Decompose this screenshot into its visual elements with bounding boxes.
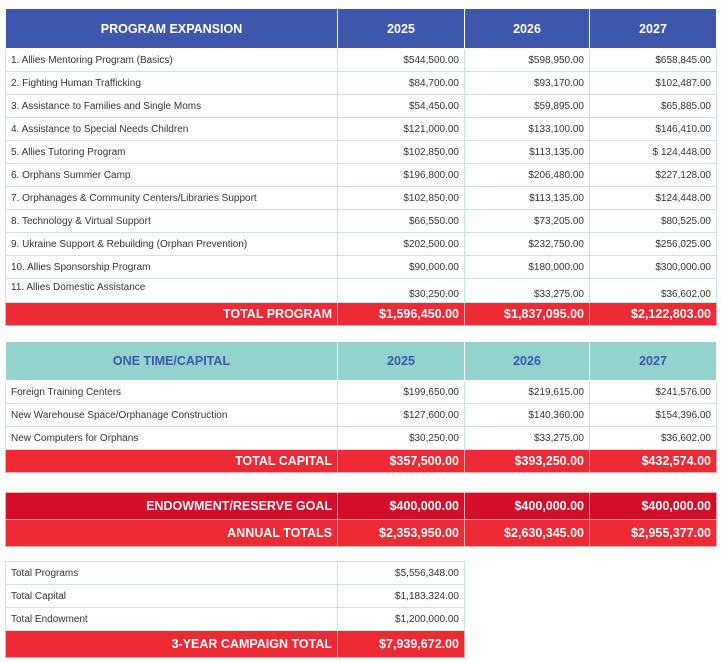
program-row-2026: $93,170.00 bbox=[465, 72, 590, 95]
capital-header-year-2: 2026 bbox=[465, 342, 590, 381]
program-row bbox=[6, 72, 717, 95]
one-time-capital-table bbox=[5, 341, 717, 473]
program-row bbox=[6, 256, 717, 279]
program-row-2027: $102,487.00 bbox=[590, 72, 717, 95]
program-row-name: 9. Ukraine Support & Rebuilding (Orphan Prevention) bbox=[6, 233, 338, 256]
annual-totals-label: ANNUAL TOTALS bbox=[6, 520, 338, 547]
capital-row-name: Foreign Training Centers bbox=[6, 381, 338, 404]
program-row-2026: $59,895.00 bbox=[465, 95, 590, 118]
summary-row-name: Total Endowment bbox=[6, 608, 338, 631]
program-row-name: 5. Allies Tutoring Program bbox=[6, 141, 338, 164]
program-row-name: 10. Allies Sponsorship Program bbox=[6, 256, 338, 279]
program-row-2026: $206,480.00 bbox=[465, 164, 590, 187]
summary-row bbox=[6, 585, 465, 608]
capital-row bbox=[6, 427, 717, 450]
capital-row-2027: $241,576.00 bbox=[590, 381, 717, 404]
program-header-title: PROGRAM EXPANSION bbox=[6, 9, 338, 49]
program-row-name: 3. Assistance to Families and Single Moms bbox=[6, 95, 338, 118]
capital-total-label: TOTAL CAPITAL bbox=[6, 450, 338, 473]
campaign-total-row bbox=[6, 631, 465, 658]
program-total-2025: $1,596,450.00 bbox=[338, 303, 465, 326]
program-row bbox=[6, 233, 717, 256]
endowment-2026: $400,000.00 bbox=[465, 493, 590, 520]
capital-header-title: ONE TIME/CAPITAL bbox=[6, 342, 338, 381]
program-row-2025: $66,550.00 bbox=[338, 210, 465, 233]
program-row-2027: $658,845.00 bbox=[590, 49, 717, 72]
program-header-year-1: 2025 bbox=[338, 9, 465, 49]
program-row-2026: $113,135.00 bbox=[465, 187, 590, 210]
capital-row bbox=[6, 404, 717, 427]
program-row-2025: $90,000.00 bbox=[338, 256, 465, 279]
campaign-summary-table bbox=[5, 561, 465, 658]
program-row-2026: $180,000.00 bbox=[465, 256, 590, 279]
capital-row-2026: $140,360.00 bbox=[465, 404, 590, 427]
summary-row bbox=[6, 608, 465, 631]
program-row-name: 6. Orphans Summer Camp bbox=[6, 164, 338, 187]
program-row-2025: $54,450.00 bbox=[338, 95, 465, 118]
annual-totals-2025: $2,353,950.00 bbox=[338, 520, 465, 547]
program-header-year-2: 2026 bbox=[465, 9, 590, 49]
program-total-2026: $1,837,095.00 bbox=[465, 303, 590, 326]
capital-row-2026: $33,275.00 bbox=[465, 427, 590, 450]
capital-row-2027: $154,396.00 bbox=[590, 404, 717, 427]
program-total-2027: $2,122,803.00 bbox=[590, 303, 717, 326]
capital-row-2025: $127,600.00 bbox=[338, 404, 465, 427]
summary-row-name: Total Capital bbox=[6, 585, 338, 608]
program-row-2027: $146,410.00 bbox=[590, 118, 717, 141]
annual-totals-2026: $2,630,345.00 bbox=[465, 520, 590, 547]
annual-totals-row bbox=[6, 520, 717, 547]
program-row bbox=[6, 210, 717, 233]
summary-row-value: $1,183,324.00 bbox=[338, 585, 465, 608]
program-row-2027: $80,525.00 bbox=[590, 210, 717, 233]
capital-row-2025: $199,650.00 bbox=[338, 381, 465, 404]
program-row-2027: $256,025.00 bbox=[590, 233, 717, 256]
campaign-total-value: $7,939,672.00 bbox=[338, 631, 465, 658]
summary-row-value: $5,556,348.00 bbox=[338, 562, 465, 585]
capital-header-year-1: 2025 bbox=[338, 342, 465, 381]
program-row-2026: $73,205.00 bbox=[465, 210, 590, 233]
endowment-row bbox=[6, 493, 717, 520]
capital-header-row bbox=[6, 342, 717, 381]
program-row-2027: $124,448.00 bbox=[590, 187, 717, 210]
endowment-2025: $400,000.00 bbox=[338, 493, 465, 520]
program-row-name: 1. Allies Mentoring Program (Basics) bbox=[6, 49, 338, 72]
program-row bbox=[6, 187, 717, 210]
program-row bbox=[6, 118, 717, 141]
summary-row-name: Total Programs bbox=[6, 562, 338, 585]
program-header-row bbox=[6, 9, 717, 49]
program-row bbox=[6, 95, 717, 118]
program-row-2025: $102,850.00 bbox=[338, 141, 465, 164]
capital-row-2025: $30,250.00 bbox=[338, 427, 465, 450]
program-row bbox=[6, 164, 717, 187]
program-row-2025: $202,500.00 bbox=[338, 233, 465, 256]
capital-row-name: New Computers for Orphans bbox=[6, 427, 338, 450]
program-header-year-3: 2027 bbox=[590, 9, 717, 49]
program-expansion-table bbox=[5, 8, 717, 326]
program-row-2025: $544,500.00 bbox=[338, 49, 465, 72]
program-row-2027: $36,602.00 bbox=[590, 279, 717, 303]
capital-row-2026: $219,615.00 bbox=[465, 381, 590, 404]
program-row-2026: $232,750.00 bbox=[465, 233, 590, 256]
program-row-2027: $ 124,448.00 bbox=[590, 141, 717, 164]
campaign-total-label: 3-YEAR CAMPAIGN TOTAL bbox=[6, 631, 338, 658]
capital-total-row bbox=[6, 450, 717, 473]
program-row bbox=[6, 141, 717, 164]
program-row-name: 7. Orphanages & Community Centers/Libraries Support bbox=[6, 187, 338, 210]
program-row-2027: $227,128.00 bbox=[590, 164, 717, 187]
endowment-2027: $400,000.00 bbox=[590, 493, 717, 520]
program-row-name: 8. Technology & Virtual Support bbox=[6, 210, 338, 233]
program-row-2027: $300,000.00 bbox=[590, 256, 717, 279]
capital-total-2027: $432,574.00 bbox=[590, 450, 717, 473]
capital-row-2027: $36,602.00 bbox=[590, 427, 717, 450]
program-row-2025: $196,800.00 bbox=[338, 164, 465, 187]
capital-total-2025: $357,500.00 bbox=[338, 450, 465, 473]
program-row-2026: $33,275.00 bbox=[465, 279, 590, 303]
program-row bbox=[6, 49, 717, 72]
program-row-name: 2. Fighting Human Trafficking bbox=[6, 72, 338, 95]
endowment-label: ENDOWMENT/RESERVE GOAL bbox=[6, 493, 338, 520]
program-row-2025: $30,250.00 bbox=[338, 279, 465, 303]
goals-table bbox=[5, 492, 717, 547]
program-row bbox=[6, 279, 717, 303]
program-total-row bbox=[6, 303, 717, 326]
capital-row-name: New Warehouse Space/Orphanage Construction bbox=[6, 404, 338, 427]
program-row-2026: $598,950.00 bbox=[465, 49, 590, 72]
program-row-2026: $113,135.00 bbox=[465, 141, 590, 164]
capital-total-2026: $393,250.00 bbox=[465, 450, 590, 473]
program-row-name: 11. Allies Domestic Assistance bbox=[6, 279, 338, 303]
program-row-2026: $133,100.00 bbox=[465, 118, 590, 141]
program-row-2025: $102,850.00 bbox=[338, 187, 465, 210]
program-row-2027: $65,885.00 bbox=[590, 95, 717, 118]
program-total-label: TOTAL PROGRAM bbox=[6, 303, 338, 326]
program-row-name: 4. Assistance to Special Needs Children bbox=[6, 118, 338, 141]
program-row-2025: $84,700.00 bbox=[338, 72, 465, 95]
summary-row bbox=[6, 562, 465, 585]
program-row-2025: $121,000.00 bbox=[338, 118, 465, 141]
annual-totals-2027: $2,955,377.00 bbox=[590, 520, 717, 547]
summary-row-value: $1,200,000.00 bbox=[338, 608, 465, 631]
capital-row bbox=[6, 381, 717, 404]
capital-header-year-3: 2027 bbox=[590, 342, 717, 381]
